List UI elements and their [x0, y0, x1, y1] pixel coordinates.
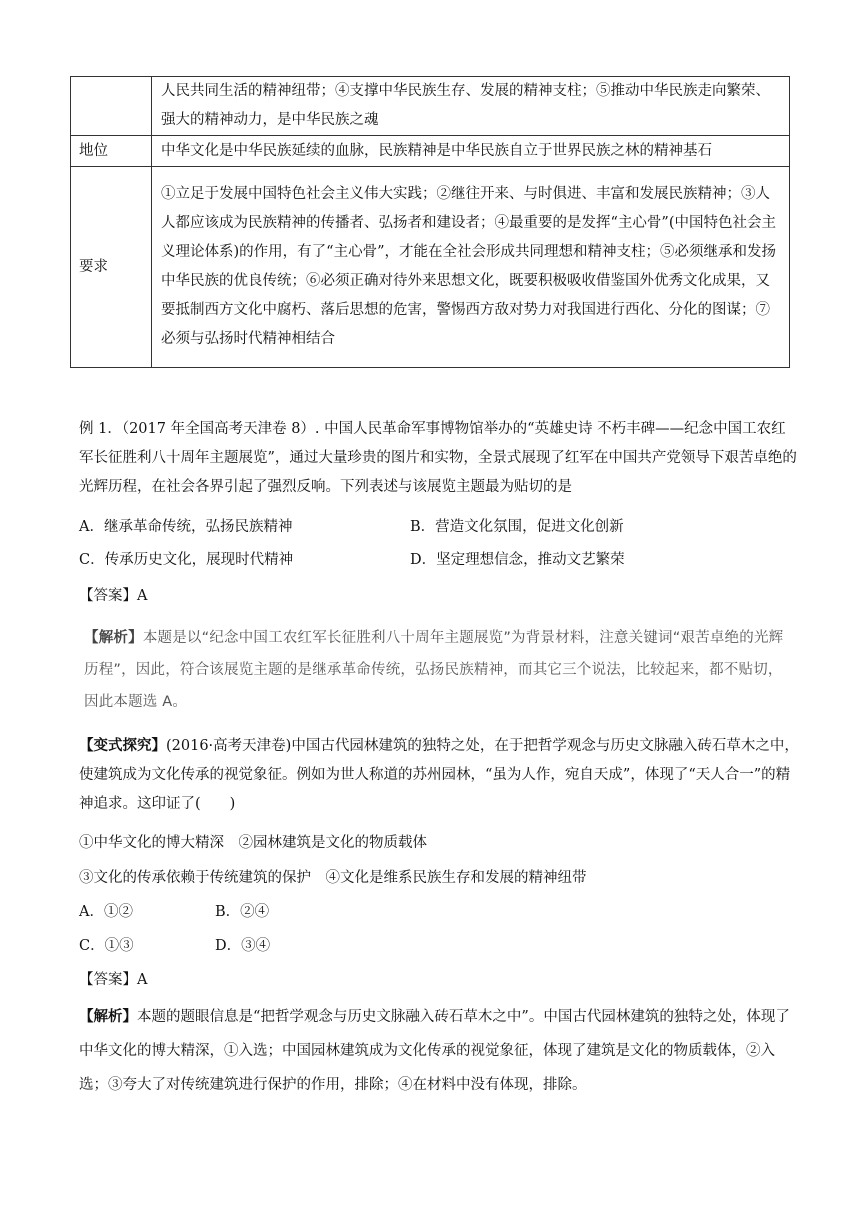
analysis-label: 【解析】 [79, 1008, 137, 1025]
option-a: A．①② [79, 904, 133, 920]
option-a: A．继承革命传统，弘扬民族精神 [79, 519, 293, 535]
table-row-content: 中华文化是中华民族延续的血脉，民族精神是中华民族自立于世界民族之林的精神基石 [152, 136, 790, 167]
option-c: C．①③ [79, 938, 134, 954]
variant-answer: 【答案】A [79, 972, 148, 988]
variant-label: 【变式探究】 [79, 737, 166, 754]
table-row-content: ①立足于发展中国特色社会主义伟大实践；②继往开来、与时俱进、丰富和发展民族精神；③人人都应该成为民族精神的传播者、弘扬者和建设者；④最重要的是发挥“主心骨”(中国特色社会主义理论体系)的作用，有了“主心骨”，才能在全社会形成共同理想和精神支柱；⑤必须继承和发扬中华民族的优良传统；⑥必须正确对待外来思想文化，既要积极吸收借鉴国外优秀文化成果，又要抵制西方文化中腐朽、落后思想的危害，警惕西方敌对势力对我国进行西化、分化的图谋；⑦必须与弘扬时代精神相结合 [152, 167, 790, 368]
variant-statement-1: ①中华文化的博大精深 ②园林建筑是文化的物质载体 [79, 835, 427, 851]
option-b: B．②④ [215, 904, 270, 920]
option-b: B．营造文化氛围，促进文化创新 [410, 519, 624, 535]
option-d: D．坚定理想信念，推动文艺繁荣 [410, 552, 625, 568]
table-row [71, 77, 790, 136]
knowledge-table [70, 76, 790, 368]
analysis-text: 本题的题眼信息是“把哲学观念与历史文脉融入砖石草木之中”。中国古代园林建筑的独特之处，体现了中华文化的博大精深，①入选；中国园林建筑成为文化传承的视觉象征，体现了建筑是文化的物质载体，②入选；③夸大了对传统建筑进行保护的作用，排除；④在材料中没有体现，排除。 [79, 1009, 790, 1093]
variant-statement-2: ③文化的传承依赖于传统建筑的保护 ④文化是维系民族生存和发展的精神纽带 [79, 870, 587, 886]
table-row [71, 136, 790, 167]
analysis-label: 【解析】 [84, 630, 143, 646]
variant-stem-block [79, 731, 799, 819]
example1-options [79, 513, 799, 573]
table-row-label: 要求 [71, 167, 152, 368]
example1-analysis-image [84, 622, 784, 718]
variant-stem: (2016·高考天津卷)中国古代园林建筑的独特之处，在于把哲学观念与历史文脉融入砖石草木之中，使建筑成为文化传承的视觉象征。例如为世人称道的苏州园林，“虽为人作，宛自天成”，体现了“天人合一”的精神追求。这印证了( ) [79, 738, 799, 812]
variant-analysis [79, 1000, 799, 1102]
table-row [71, 167, 790, 368]
option-c: C．传承历史文化，展现时代精神 [79, 552, 294, 568]
analysis-text: 本题是以“纪念中国工农红军长征胜利八十周年主题展览”为背景材料，注意关键词“艰苦卓绝的光辉历程”，因此，符合该展览主题的是继承革命传统，弘扬民族精神，而其它三个说法，比较起来，都不贴切，因此本题选 A。 [84, 630, 784, 710]
example1-answer: 【答案】A [79, 588, 148, 604]
table-row-label [71, 77, 152, 136]
option-d: D．③④ [215, 938, 271, 954]
table-row-content: 人民共同生活的精神纽带；④支撑中华民族生存、发展的精神支柱；⑤推动中华民族走向繁荣、强大的精神动力，是中华民族之魂 [152, 77, 790, 136]
table-row-label: 地位 [71, 136, 152, 167]
example1-stem: 例 1．（2017 年全国高考天津卷 8）. 中国人民革命军事博物馆举办的“英雄史诗 不朽丰碑——纪念中国工农红军长征胜利八十周年主题展览”，通过大量珍贵的图片和实物，全景式展现了红军在中国共产党领导下艰苦卓绝的光辉历程，在社会各界引起了强烈反响。下列表述与该展览主题最为贴切的是 [79, 421, 797, 495]
variant-options [79, 898, 799, 962]
